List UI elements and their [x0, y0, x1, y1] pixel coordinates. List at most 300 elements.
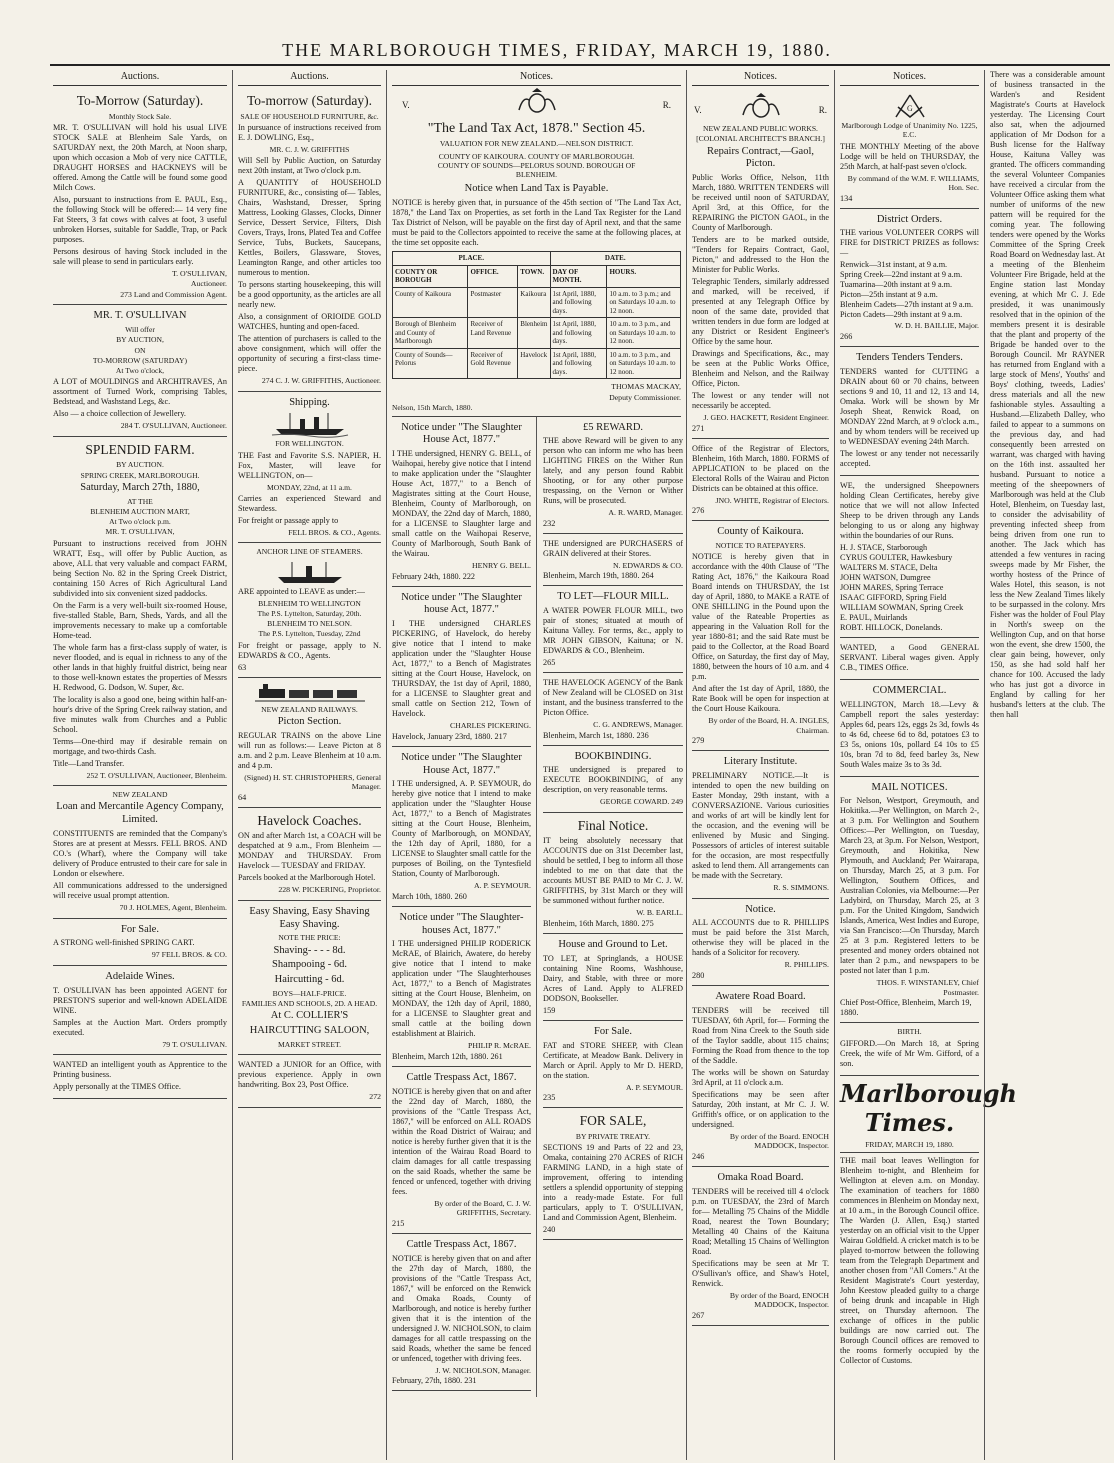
ad-route-detail: The P.S. Lyttelton, Tuesday, 22nd — [258, 629, 361, 639]
ad-route: BLENHEIM TO NELSON. — [267, 619, 352, 629]
notice-flour-mill — [543, 586, 683, 673]
ad-body: Also — a choice collection of Jewellery. — [53, 409, 186, 419]
column-notices-3 — [834, 70, 1017, 1460]
page-columns — [48, 70, 1110, 1460]
vr-letter: R. — [818, 105, 827, 116]
table-cell: Receiver of Gold Revenue — [468, 348, 518, 379]
ad-body: The attention of purchasers is called to the above consignment, which will offer the opportunity of securing a first-class time-piece. — [238, 334, 381, 374]
table-cell: Blenheim — [518, 318, 550, 349]
royal-arms-row — [692, 93, 829, 123]
ad-subtitle: Monthly Stock Sale. — [108, 111, 172, 121]
royal-arms-row — [392, 88, 681, 118]
ad-household-furniture — [238, 88, 381, 391]
list-item: WILLIAM SOWMAN, Spring Creek — [840, 602, 964, 612]
ad-body: TENDERS will be received till TUESDAY, 6th April, for— Forming the Road from Nina Creek to the South side of the Taylor saddle, about 115 chains; Forming the Road from thence to the top of the Saddle. — [692, 1005, 829, 1065]
ad-date: February 24th, 1880. 222 — [392, 571, 476, 581]
ad-signature: R. S. SIMMONS. — [773, 883, 829, 893]
ad-signature: By order of the Board. ENOCH MADDOCK, Inspector. — [729, 1131, 829, 1151]
ad-subtitle: BY PRIVATE TREATY. — [575, 1131, 651, 1141]
ad-body: ON and after March 1st, a COACH will be despatched at 9 a.m., From Blenheim — MONDAY and THURSDAY. From Havelock — TUESDAY and FRIDAY. — [238, 831, 381, 871]
ad-body: WELLINGTON, March 18.—Levy & Campbell report the sales yesterday: Apples 6d, pears 12s, eggs 2s 3d, fowls 4s to 4s 6d, cheese 6d to 8d, potatoes £3 to £3 5s, onions 10s, pollard £4 10s to £5 10s, bran 7d to 8d, feed barley 3s, New South Wales maize 3s to 3s 3d. — [840, 699, 979, 769]
table-header: DATE. — [550, 252, 681, 266]
ad-title: Cattle Trespass Act, 1867. — [406, 1238, 517, 1250]
ad-body: THE various VOLUNTEER CORPS will FIRE for DISTRICT PRIZES as follows:— — [840, 228, 979, 258]
ad-subtitle: HAIRCUTTING SALOON, — [249, 1025, 370, 1037]
ad-subtitle: NEW ZEALAND — [112, 790, 168, 800]
ad-body: For freight or passage, apply to N. EDWARDS & CO., Agents. — [238, 640, 381, 660]
ad-heading: ANCHOR LINE OF STEAMERS. — [256, 547, 363, 557]
ad-heading: Awatere Road Board. — [715, 990, 806, 1002]
notice-servant-wanted — [840, 638, 979, 680]
notice-bookbinding — [543, 746, 683, 813]
ad-heading: NEW ZEALAND RAILWAYS. — [261, 704, 358, 714]
ad-subtitle: [COLONIAL ARCHITECT'S BRANCH.] — [696, 134, 825, 144]
ad-signature: CHARLES PICKERING. — [449, 721, 531, 731]
section-heading: COMMERCIAL. — [872, 684, 947, 696]
ad-number: 246 — [692, 1151, 705, 1161]
notice-cattle-trespass-1 — [392, 1067, 531, 1234]
ad-signature: By order of the Board, H. A. INGLES, Chairman. — [708, 716, 829, 735]
ad-signature: J. W. NICHOLSON, Manager. — [435, 1365, 531, 1375]
ad-subtitle: BY AUCTION, — [116, 335, 164, 345]
ad-signature: 70 J. HOLMES, Agent, Blenheim. — [119, 903, 227, 913]
notice-phillips — [692, 899, 829, 986]
ad-body: CONSTITUENTS are reminded that the Company's Stores are at present at Messrs. FELL BROS. AND CO.'s (Wharf), where the Company will take delivery of Produce entrusted to their care for sale in London or elsewhere. — [53, 829, 227, 879]
ad-date: Blenheim, March 1st, 1880. 236 — [543, 730, 649, 740]
ad-number: 272 — [369, 1092, 381, 1102]
ad-heading: Repairs Contract,—Gaol, Picton. — [706, 145, 814, 170]
ad-title: Final Notice. — [577, 817, 649, 833]
ad-body: T. O'SULLIVAN has been appointed AGENT for PRESTON'S superior and well-known ADELAIDE WINE. — [53, 985, 227, 1015]
ad-body: On the Farm is a very well-built six-roomed House, five-stalled Stable, Barn, Sheds, Yards, and all the improvements necessary to make up a comfortable Home-tead. — [53, 600, 227, 640]
newspaper-banner: Marlborough Times. — [840, 1078, 1017, 1137]
column-header: Notices. — [392, 70, 681, 86]
ad-title: To-Morrow (Saturday). — [76, 93, 204, 109]
ad-body: NOTICE is hereby given that in accordance with the 40th Clause of "The Rating Act, 1876," the Kaikoura Road Board intends on THURSDAY, the 1st day of April, 1880, to MAKE a RATE of ONE SHILLING in the Pound upon the value of the Rateable Properties as appearing in the Valuation Roll for the year 1880-81; and the said Rate must be paid to the Collector, at the Road Board Office, on Saturday, the first day of May, 1880, between the hours of 10 a.m. and 4 p.m. — [692, 552, 829, 682]
ad-title-note: Title—Land Transfer. — [53, 758, 125, 768]
ad-body: THE undersigned is prepared to EXECUTE BOOKBINDING, of any description, on very reasonable terms. — [543, 765, 683, 795]
ad-title: "The Land Tax Act, 1878." Section 45. — [427, 121, 646, 137]
table-cell: 10 a.m. to 3 p.m.; and on Saturdays 10 a.m. to 12 noon. — [607, 287, 681, 318]
news-body: There was a considerable amount of business transacted in the Warden's and Resident Magistrate's Courts at Havelock yesterday. The Licensing Court also sat, when the adjourned application of Mr Dodson for a Bush license for the Halfway House, Kaituna Valley was granted. The officers commanding the several Volunteer Companies have received a circular from the Volunteer Office asking them what number of uniforms of the new pattern will be required for the coming year. The following tenders were opened by the Works Committee of the Spring Creek Road Board on Wednesday last. At a meeting of the Blenheim Volunteer Fire Brigade, held at the Engine station last Monday evening, at which Mr C. J. Ede presided, it was unanimously resolved that in the opinion of the members present it is desirable that the plant and property of the Brigade be handed over to the Borough Council. Mr RAYNER has returned from England with a large stock of Mens', Youths' and Boys' clothing, tweeds, Ladies' dress materials and all the new fashionable styles. Assaulting a Husband.—Elizabeth Dalley, who failed to appear to a summons on the previous day, and had consequently been arrested on warrant, was charged with having on the 16th inst. assaulted her husband. Pursuant to notice a meeting of the sheepowners of Marlborough was held at the Club Hotel, Blenheim, on Tuesday last, to consider the advisability of preventing infected sheep from being driven from one run to another. The Jack which has attended a few ventures in racing sweeps made by Mr Fisher, the worthy hostess of the Prince of Wales Hotel, this season, is not less the New Zealand Times likely to be surpassed in the colony. Mrs Fisher was the holder of Foul Play in North's sweep on the Wellington Cup, and on that horse won the event, she drew 1500, the clear gain being, however, only 150, as she had sold half her chance for 100. Accused the lady who has just got a divorce in England by calling for her husband's letters at the club. The then hall — [990, 70, 1105, 719]
ad-signature: 274 C. J. W. GRIFFITHS, Auctioneer. — [261, 376, 381, 386]
ad-time: At Two o'clock p.m. — [109, 517, 171, 527]
ad-body: Also, pursuant to instructions from E. PAUL, Esq., the following Stock will be offered:— 14 very fine Fat Steers, 3 fat cows with calves at foot, 3 useful unbroken Horses, suitable for Saddle, Trap, or Pack purposes. — [53, 194, 227, 244]
ad-spring-cart — [53, 919, 227, 966]
ad-mouldings — [53, 305, 227, 437]
table-cell: 10 a.m. to 3 p.m., and on Saturdays 10 a.m. to 12 noon. — [607, 348, 681, 379]
locomotive-icon — [255, 683, 365, 703]
column-header: Auctions. — [53, 70, 227, 86]
ad-body: Drawings and Specifications, &c., may be seen at the Public Works Office, Blenheim and Nelson, and the Railway Office, Picton. — [692, 349, 829, 389]
ad-signature: R. PHILLIPS. — [784, 960, 829, 970]
ad-easy-shaving — [238, 901, 381, 1056]
ad-title: Loan and Mercantile Agency Company, Limited. — [56, 801, 224, 826]
ad-subtitle: VALUATION FOR NEW ZEALAND.—NELSON DISTRICT. — [439, 139, 634, 149]
ad-heading: Shipping. — [289, 396, 330, 408]
ad-date: March 10th, 1880. 260 — [392, 891, 467, 901]
ad-signature: By order of the Board, ENOCH MADDOCK, Inspector. — [729, 1290, 829, 1310]
ad-body: WE, the undersigned Sheepowners holding Clean Certificates, hereby give notice that we will not allow Infected Sheep to be driven through any Lands belonging to us or along any highway within the boundaries of our Runs. — [840, 480, 979, 540]
ad-body: To persons starting housekeeping, this will be a good opportunity, as the articles are all nearly new. — [238, 280, 381, 310]
ad-body: SECTIONS 19 and Parts of 22 and 23, Omaka, containing 270 ACRES of RICH FARMING LAND, in a high state of improvement, offering to intending settlers a splendid opportunity of stepping into a ready-made Estate. For full particulars, apply to T. O'SULLIVAN, Land and Commission Agent, Blenheim. — [543, 1142, 683, 1222]
ad-number: 235 — [543, 1093, 556, 1103]
ad-signature: By command of the W.M. F. WILLIAMS, Hon. Sec. — [847, 173, 979, 193]
ad-date: February, 27th, 1880. 231 — [392, 1376, 477, 1386]
ad-title: Notice under "The Slaughter House Act, 1877." — [401, 751, 522, 776]
table-header: PLACE. — [393, 252, 551, 266]
list-item: Spring Creek—22nd instant at 9 a.m. — [840, 270, 963, 280]
ad-body: Carries an experienced Steward and Stewardess. — [238, 493, 381, 513]
ad-body: NOTICE is hereby given that on and after the 22nd day of March, 1880, the provisions of the "Cattle Trespass Act, 1867," will be enforced on ALL ROADS within the Road District of Wairau; and notice is hereby further given that it is the intention of the Wairau Road Board to claim damages for all cattle trespassing on the said Roads, whether the same be fenced or unfenced, together with driving fees. — [392, 1086, 531, 1196]
ad-body: THE above Reward will be given to any person who can inform me who has been LIGHTING FIRES on the Wither Run lately, and any person found Rabbit Shooting, or for any other purpose trespassing, on the Vernon or Wither Runs, will be prosecuted. — [543, 436, 683, 506]
notice-public-works — [692, 88, 829, 439]
ad-signature: HENRY G. BELL. — [471, 561, 531, 571]
ad-body: MR. T. O'SULLIVAN will hold his usual LIVE STOCK SALE at Blenheim Sale Yards, on SATURDAY next, the 20th March, at Noon sharp, upon which occasion a Mob of very nice CATTLE, DRAUGHT HORSES and HACKNEYS will be offered. Among the Cattle will be found some good Milch Cows. — [53, 122, 227, 192]
notice-slaughter-mcrae — [392, 907, 531, 1067]
table-cell: Receiver of Land Revenue — [468, 318, 518, 349]
list-item: ROBT. HILLOCK, Donelands. — [840, 622, 943, 632]
ad-body: WANTED an intelligent youth as Apprentice to the Printing business. — [53, 1060, 227, 1080]
ad-body: A LOT of MOULDINGS and ARCHITRAVES, An assortment of Turned Work, comprising Tables, Bedstead, and Washstand Legs, &c. — [53, 377, 227, 407]
notice-electors — [692, 439, 829, 522]
table-cell: 1st April, 1880, and following days. — [550, 318, 607, 349]
notice-slaughter-seymour — [392, 747, 531, 907]
list-item: CYRUS GOULTER, Hawkesbury — [840, 552, 953, 562]
ad-heading: For Sale. — [121, 923, 159, 935]
ad-title: BOOKBINDING. — [574, 750, 652, 762]
ad-number: 64 — [238, 792, 247, 802]
list-item: H. J. STACE, Starborough — [840, 542, 928, 552]
list-item: JOHN WATSON, Dumgree — [840, 572, 931, 582]
ad-body: Tenders are to be marked outside, "Tenders for Repairs Contract, Gaol, Picton," and addressed to the Hon the Minister for Public Works. — [692, 235, 829, 275]
section-commercial — [840, 680, 979, 777]
ad-body: Parcels booked at the Marlborough Hotel. — [238, 873, 376, 883]
section-heading: MAIL NOTICES. — [871, 781, 948, 793]
ad-heading: Adelaide Wines. — [105, 970, 175, 982]
vr-letter: V. — [694, 105, 702, 116]
land-tax-table — [392, 251, 681, 379]
ad-subtitle: BY AUCTION. — [116, 460, 164, 470]
ad-route-detail: The P.S. Lyttelton, Saturday, 20th. — [257, 608, 362, 618]
ad-body: A QUANTITY of HOUSEHOLD FURNITURE, &c., consisting of— Tables, Chairs, Washstand, Dresser, Spring Mattress, Looking Glasses, Clocks, Dinner Service, Dessert Service, Filters, Dish Covers, Trays, Irons, Plated Tea and Coffee Service, Tubs, Buckets, Saucepans, Kettles, Boilers, Glassware, Stoves, Leamington Range, and other articles too numerous to mention. — [238, 178, 381, 278]
ad-title: Easy Shaving, Easy Shaving Easy Shaving. — [249, 905, 370, 930]
ad-body: Will Sell by Public Auction, on Saturday next 20th instant, at Two o'clock p.m. — [238, 156, 381, 176]
ad-number: 232 — [543, 518, 556, 528]
ad-apprentice-wanted — [53, 1055, 227, 1099]
ad-signature: W. D. H. BAILLIE, Major. — [894, 321, 979, 331]
list-item: Tuamarina—20th instant at 9 a.m. — [840, 280, 953, 290]
ad-body: Telegraphic Tenders, similarly addressed and marked, will be received, if presented at any Telegraph Office by noon of the same date, provided that written tenders in due form are lodged at any District or Resident Engineer's Office by the same hour. — [692, 277, 829, 347]
price-line: Haircutting - 6d. — [274, 974, 345, 986]
ad-body: Specifications may be seen at Mr T. O'Sullivan's office, and Shaw's Hotel, Renwick. — [692, 1258, 829, 1288]
ad-subtitle: FAMILIES AND SCHOOLS, 2D. A HEAD. — [241, 999, 378, 1009]
list-item: Picton—25th instant at 9 a.m. — [840, 290, 938, 300]
ad-railways — [238, 678, 381, 808]
ad-signature: A. P. SEYMOUR. — [626, 1082, 683, 1092]
ad-signature: A. R. WARD, Manager. — [608, 508, 683, 518]
ad-number: 266 — [840, 331, 853, 341]
table-cell: County of Kaikoura — [393, 287, 468, 318]
ad-title: TO LET—FLOUR MILL. — [557, 591, 669, 603]
ad-body: PRELIMINARY NOTICE.—It is intended to open the new building on Easter Monday, 29th instant, with a CONVERSAZIONE. Various curiosities and works of art will be kindly lent for the occasion, and the evening will be enlivened by Music and Singing. Possessors of articles of interest suitable for the occasion, are most respectfully asked to lend them. All arrangements can be made with the Secretary. — [692, 771, 829, 881]
ad-signature: GEORGE COWARD. 249 — [600, 797, 683, 807]
ad-subtitle: MARKET STREET. — [277, 1040, 341, 1050]
notice-district-orders — [840, 209, 979, 347]
list-item: ISAAC GIFFORD, Spring Field — [840, 592, 947, 602]
ad-body: WANTED, a Good GENERAL SERVANT. Liberal wages given. Apply C.B., TIMES Office. — [840, 642, 979, 672]
notice-omaka-road-board — [692, 1167, 829, 1326]
notice-havelock-agency — [543, 673, 683, 746]
ad-body: I THE undersigned CHARLES PICKERING, of Havelock, do hereby give notice that I intend to make application under the "Slaughter House Act, 1877," to a Bench of Magistrates sitting at the Court House, Havelock, on THURSDAY, the 1st day of April, 1880, for a LICENSE to Slaughter great and small cattle on Section 212, Town of Havelock. — [392, 619, 531, 719]
ad-signature: N. EDWARDS & CO. — [613, 560, 683, 570]
notice-drain-tenders — [840, 347, 979, 476]
ad-name: MR. C. J. W. GRIFFITHS — [269, 144, 350, 154]
ad-signature: 228 W. PICKERING, Proprietor. — [278, 885, 381, 895]
ad-heading: County of Kaikoura. — [717, 526, 804, 538]
column-header: Notices. — [692, 70, 829, 86]
ad-number: 280 — [692, 970, 705, 980]
vr-letter: V. — [402, 100, 410, 111]
ad-body: IT being absolutely necessary that ACCOUNTS due on 31st December last, should be settled, I beg to inform all those indebted to me on that date that the accounts MUST BE PAID to Mr C. J. W. GRIFFITHS, by 31st March or they will be summoned without further notice. — [543, 836, 683, 906]
column-news — [984, 70, 1110, 1460]
ad-date: Saturday, March 27th, 1880, — [80, 481, 200, 493]
ad-title: To-morrow (Saturday). — [246, 93, 373, 109]
ad-body: The whole farm has a first-class supply of water, is never flooded, and is equal in richness to any of the other lands in that highly fruitful district, being near to those well-known estates the properties of Messrs H. Redwood, G. Dodson, W. Super, &c. — [53, 642, 227, 692]
ad-place: BLENHEIM AUCTION MART, — [90, 506, 190, 516]
ad-date: TO-MORROW (SATURDAY) — [92, 355, 188, 365]
ad-subtitle: NOTICE TO RATEPAYERS. — [715, 541, 806, 551]
ad-havelock-coaches — [238, 808, 381, 901]
ad-name: MR. T. O'SULLIVAN, — [105, 527, 175, 537]
steamship-icon — [270, 411, 350, 437]
notice-literary-institute — [692, 751, 829, 898]
ad-subtitle: At C. COLLIER'S — [270, 1010, 349, 1022]
ad-title: Notice under "The Slaughter house Act, 1877." — [401, 591, 522, 616]
notice-masonic-lodge — [840, 88, 979, 209]
ad-body: Samples at the Auction Mart. Orders promptly executed. — [53, 1017, 227, 1037]
ad-body: A STRONG well-finished SPRING CART. — [53, 938, 195, 948]
table-cell: County of Sounds—Pelorus — [393, 348, 468, 379]
ad-body: Public Works Office, Nelson, 11th March, 1880. WRITTEN TENDERS will be received until noon of SATURDAY, April 3rd, at this Office, for the REPAIRING the PICTON GAOL, in the County of Marlborough. — [692, 173, 829, 233]
ad-signature: J. GEO. HACKETT, Resident Engineer. — [703, 413, 829, 423]
ad-body: Persons desirous of having Stock included in the sale will please to send in particulars early. — [53, 246, 227, 266]
ad-body: All communications addressed to the undersigned will receive usual prompt attention. — [53, 881, 227, 901]
ad-number: 279 — [692, 736, 705, 746]
ad-body: Pursuant to instructions received from JOHN WRATT, Esq., will offer by Public Auction, as above, ALL that very valuable and compact FARM, being Section No. 82 in the Spring Creek District, containing 150 Acres of Rich Agricultural Land subdivided into six convenient sized paddocks. — [53, 538, 227, 598]
section-mail-notices — [840, 777, 979, 1024]
column-notices-2 — [686, 70, 834, 1460]
ad-number: 276 — [692, 506, 705, 516]
ad-heading: Omaka Road Board. — [717, 1171, 804, 1183]
table-cell: 1st April, 1880, and following days. — [550, 348, 607, 379]
ad-body: NOTICE is hereby given that, in pursuance of the 45th section of "The Land Tax Act, 1878," the Land Tax on Properties, as set forth in the Land Tax Register for the Land Tax District of Nelson, will be payable on the first day of April next, and that the same must be paid to the Collectors appointed to receive the same at the following places, at the time set opposite each. — [392, 198, 681, 248]
ad-body: GIFFORD.—On March 18, at Spring Creek, the wife of Mr Wm. Gifford, of a son. — [840, 1038, 979, 1068]
ad-date: Blenheim, 16th March, 1880. 275 — [543, 918, 654, 928]
banner-date: FRIDAY, MARCH 19, 1880. — [840, 1140, 979, 1153]
ad-anchor-line — [238, 543, 381, 677]
ad-title: House and Ground to Let. — [558, 938, 668, 950]
table-cell: Postmaster — [468, 287, 518, 318]
table-cell: Borough of Blenheim and County of Marlborough — [393, 318, 468, 349]
svg-text:G: G — [906, 104, 913, 114]
table-header: DAY OF MONTH. — [550, 265, 607, 287]
ad-body: In pursuance of instructions received from E. J. DOWLING, Esq., — [238, 122, 381, 142]
ad-body: And after the 1st day of April, 1880, the Rate Book will be open for inspection at the Court House Kaikoura. — [692, 684, 829, 714]
notice-house-to-let — [543, 934, 683, 1021]
notice-final — [543, 813, 683, 934]
ad-body: Also, a consignment of ORIOIDE GOLD WATCHES, hunting and open-faced. — [238, 312, 381, 332]
ad-number: 134 — [840, 193, 853, 203]
ad-signature: W. B. EARLL. — [636, 908, 683, 918]
ad-title: NEW ZEALAND PUBLIC WORKS. — [703, 124, 818, 134]
masthead — [0, 0, 1114, 68]
ad-body: Office of the Registrar of Electors, Blenheim, 16th March, 1880. FORMS of APPLICATION to be placed on the Electoral Rolls of the Wairau and Picton Districts can be obtained at this office. — [692, 443, 829, 493]
ad-subtitle: FOR WELLINGTON. — [275, 439, 344, 449]
ad-body: The lowest or any tender will not necessarily be accepted. — [692, 391, 829, 411]
ad-signature: JNO. WHITE, Registrar of Electors. — [715, 495, 829, 505]
ad-footer: 273 Land and Commission Agent. — [120, 289, 227, 299]
news-body: THE mail boat leaves Wellington for Blenheim to-night, and Blenheim for Wellington at eleven a.m. on Monday. The examination of teachers for 1880 commences in Blenheim on Monday next, at 10 a.m., in the Borough Council office. The Warden (J. Allen, Esq.) started yesterday on an official visit to the Upper Wairau Goldfield. A cricket match is to be played to-morrow between the following team from the Telegraph Department and another chosen from "All Comers." At the Resident Magistrate's Court yesterday, John Keestow pleaded guilty to a charge of being drunk and incapable in High street, on Thursday afternoon. The exchange of offices in the public buildings are now carried out. The Borough Council offices are removed to the rooms formerly occupied by the Collector of Customs. — [840, 1156, 979, 1366]
notice-grain — [543, 534, 683, 587]
ad-heading: For Sale. — [594, 1025, 632, 1037]
ad-signature: A. P. SEYMOUR. — [474, 881, 531, 891]
ad-body: THE undersigned are PURCHASERS of GRAIN delivered at their Stores. — [543, 538, 683, 558]
ad-body: For Nelson, Westport, Greymouth, and Hokitika.—Per Wellington, on March 2-, at 3 p.m. For Wellington and Southern Offices:—Per Wellington, on Tuesday, March 23, at 3p.m. For Nelson, Westport, Greymouth, and Hokitika, New Plymouth, and Auckland; Per Wairarapa, on Thursday, March 25, at 3 p.m. For Wellington, Southern Offices, and Australian Colonies, via Melbourne:—Per Ladybird, on Thursday, March 25, at 3 p.m. For the United Kingdom, Sandwich Islands, America, West Indies and Europe, via San Francisco:—On Thursday, March 25 at 3 p.m. Registered letters to be presented and money orders obtained not later than 2 p.m., and newspapers to be posted not later than 1 p.m. — [840, 796, 979, 976]
ad-signature: (Signed) H. ST. CHRISTOPHERS, General Manager. — [244, 772, 381, 792]
ad-terms: Terms—One-third may if desirable remain on mortgage, and two-thirds Cash. — [53, 736, 227, 756]
ad-heading: Tenders Tenders Tenders. — [856, 351, 963, 363]
ad-body: REGULAR TRAINS on the above Line will run as follows:— Leave Picton at 8 a.m. and 2 p.m. Leave Blenheim at 10 a.m. and 4 p.m. — [238, 730, 381, 770]
column-auctions-1 — [48, 70, 232, 1460]
notice-sheep-for-sale — [543, 1021, 683, 1108]
ad-number: 271 — [692, 423, 705, 433]
list-item: Picton Cadets—29th instant at 9 a.m. — [840, 310, 963, 320]
masonic-emblem-icon — [888, 93, 932, 119]
ad-body: TENDERS will be received till 4 o'clock p.m. on TUESDAY, the 23rd of March for— Metalling 75 Chains of the Middle Road, nearest the Town Boundary; Metalling 40 Chains of the Kaituna Road; Metalling 15 Chains of Wellington Road. — [692, 1186, 829, 1256]
ad-splendid-farm — [53, 437, 227, 786]
ad-date: Havelock, January 23rd, 1880. 217 — [392, 731, 507, 741]
ad-title: SPLENDID FARM. — [85, 441, 195, 457]
ad-body: TENDERS wanted for CUTTING a DRAIN about 60 or 70 chains, between sections 9 and 10, 11 and 12, 13 and 14, Omaka. Work will be shown by Mr Joseph Sheat, Renwick Road, on MONDAY 22nd March, at 9 o'clock a.m., and by whom tenders will be received up to WEDNESDAY evening 24th March. — [840, 366, 979, 446]
ad-signature: 284 T. O'SULLIVAN, Auctioneer. — [120, 421, 227, 431]
ad-number: 267 — [692, 1310, 705, 1320]
ad-signature: PHILIP R. McRAE. — [468, 1041, 531, 1051]
royal-arms-icon — [739, 93, 783, 119]
ad-date: MONDAY, 22nd, at 11 a.m. — [267, 482, 352, 492]
table-cell: 10 a.m. to 3 p.m., and on Saturdays 10 a.m. to 12 noon. — [607, 318, 681, 349]
ad-body: THE HAVELOCK AGENCY of the Bank of New Zealand will be CLOSED on 31st instant, and the business transferred to the Picton Office. — [543, 678, 683, 718]
ad-heading: District Orders. — [876, 213, 943, 225]
page-title: THE MARLBOROUGH TIMES, FRIDAY, MARCH 19, 1880. — [282, 40, 832, 60]
ad-body: THE MONTHLY Meeting of the above Lodge will be held on THURSDAY, the 25th March, at half-past seven o'clock. — [840, 141, 979, 171]
ad-body: A WATER POWER FLOUR MILL, two pair of stones; situated at mouth of Kaituna Valley. For terms, &c., apply to MR JOHN GIBSON, Kaituna; or N. EDWARDS & CO., Blenheim. — [543, 606, 683, 656]
ad-body: I THE undersigned, HENRY G. BELL, of Waihopai, hereby give notice that I intend to make application under the "Slaughter House Act, 1877," to a Bench of Magistrates sitting at the Court House, Blenheim, County of Marlborough, on MONDAY, the 22nd day of March, 1880, for a LICENSE to Slaughter large and small cattle on the Waihopai Reserve, County of Marlborough, South Bank of the Wairau. — [392, 449, 531, 559]
notice-sheepowners — [840, 476, 979, 638]
ad-subtitle: Will offer — [125, 325, 155, 335]
notice-slaughter-pickering — [392, 587, 531, 747]
ad-body: WANTED a JUNIOR for an Office, with previous experience. Apply in own handwriting. Box 23, Post Office. — [238, 1060, 381, 1090]
ad-signature: By order of the Board, C. J. W. GRIFFITHS, Secretary. — [434, 1198, 531, 1218]
table-header-row — [393, 265, 681, 287]
column-auctions-2 — [232, 70, 386, 1460]
ad-signature: 79 T. O'SULLIVAN. — [162, 1039, 227, 1049]
ad-number: 240 — [543, 1224, 556, 1234]
price-line: Shampooing - 6d. — [272, 959, 347, 971]
list-item: JOHN MARES, Spring Terrace — [840, 582, 944, 592]
notices-split — [392, 417, 681, 1397]
ad-body: The locality is also a good one, being within half-an-hour's drive of the Spring Creek railway station, and five minutes walk from Churches and a Public School. — [53, 694, 227, 734]
ad-name: MR. T. O'SULLIVAN — [93, 310, 187, 322]
ad-subtitle: NOTE THE PRICE: — [278, 933, 341, 943]
ad-title: £5 REWARD. — [582, 421, 644, 433]
ad-body: FAT and STORE SHEEP, with Clean Certificate, at Meadow Bank. Delivery in March or April. Apply to Mr D. HERD, on the station. — [543, 1040, 683, 1080]
ad-signature: Auctioneer. — [190, 279, 227, 289]
ad-date: Chief Post-Office, Blenheim, March 19, 1880. — [840, 998, 972, 1018]
ad-signature: C. G. ANDREWS, Manager. — [593, 720, 683, 730]
ad-title: Notice under "The Slaughter-houses Act, 1877." — [399, 911, 524, 936]
ad-loan-agency — [53, 786, 227, 918]
list-item: WALTERS M. STACE, Delta — [840, 562, 938, 572]
ad-title: Cattle Trespass Act, 1867. — [406, 1071, 517, 1083]
table-cell: Kaikoura — [518, 287, 550, 318]
ad-date: Blenheim, March 12th, 1880. 261 — [392, 1051, 503, 1061]
ad-number: 265 — [543, 658, 556, 668]
ad-number: 215 — [392, 1218, 405, 1228]
table-header-row — [393, 252, 681, 266]
ad-date: Nelson, 15th March, 1880. — [392, 403, 681, 416]
vr-letter: R. — [662, 100, 671, 111]
ad-shipping — [238, 392, 381, 544]
table-cell: Havelock — [518, 348, 550, 379]
ad-signature: Deputy Commissioner. — [609, 392, 681, 402]
masthead-rule — [50, 64, 1110, 66]
ad-subtitle: AT THE — [127, 496, 153, 506]
price-line: Shaving- - - - 8d. — [273, 944, 346, 956]
ad-body: Apply personally at the TIMES Office. — [53, 1082, 181, 1092]
column-notices-1 — [386, 70, 686, 1460]
ad-signature: 252 T. O'SULLIVAN, Auctioneer, Blenheim. — [86, 770, 227, 780]
list-item: Blenheim Cadets—27th instant at 9 a.m. — [840, 300, 974, 310]
notices-right — [538, 417, 688, 1397]
table-header: COUNTY OR BOROUGH — [393, 265, 468, 287]
column-header: Auctions. — [238, 70, 381, 86]
steamship-icon — [270, 559, 350, 585]
table-cell: 1st April, 1880, and following days. — [550, 287, 607, 318]
ad-body: I THE undersigned PHILIP RODERICK McRAE, of Blairich, Awatere, do hereby give notice that I intend to make application under "The Slaughterhouses Act, 1877," to a Bench of Magistrates sitting at the Court House, Blenheim, on MONDAY, the 12th day of April, 1880, for a LICENSE to Slaughter great and small cattle at the boiling down establishment at Blairich. — [392, 939, 531, 1039]
notice-reward — [543, 417, 683, 534]
column-header: Notices. — [840, 70, 979, 86]
ad-body: Specifications may be seen after Saturday, 20th instant, at Mr C. J. W. Griffith's office, or on application to the undersigned. — [692, 1089, 829, 1129]
ad-junior-wanted — [238, 1055, 381, 1108]
table-header: HOURS. — [607, 265, 681, 287]
counties: COUNTY OF KAIKOURA. COUNTY OF MARLBOROUGH. COUNTY OF SOUNDS—PELORUS SOUND. BOROUGH OF BLENHEIM. — [437, 151, 636, 180]
ad-heading: Notice. — [745, 903, 776, 915]
ad-body: NOTICE is hereby given that on and after the 27th day of March, 1880, the provisions of the "Cattle Trespass Act, 1867," will be enforced on the Renwick and Omaka Roads, County of Marlborough, and notice is hereby further given that it is the intention of the undersigned J. W. NICHOLSON, to claim damages for all cattle trespassing on the said Roads, whether the same be fenced or unfenced, together with driving fees. — [392, 1253, 531, 1363]
ad-adelaide-wines — [53, 966, 227, 1055]
table-header: OFFICE. — [468, 265, 518, 287]
ad-heading: Literary Institute. — [723, 756, 798, 768]
ad-date: Blenheim, March 19th, 1880. 264 — [543, 571, 654, 581]
ad-number: 63 — [238, 662, 247, 672]
ad-signature: THOMAS MACKAY, — [611, 382, 681, 392]
ad-subtitle: BOYS—HALF-PRICE. — [272, 988, 347, 998]
section-birth — [840, 1023, 979, 1075]
table-row — [393, 287, 681, 318]
ad-monthly-stock-sale — [53, 88, 227, 305]
ad-body: The lowest or any tender not necessarily accepted. — [840, 448, 979, 468]
table-row — [393, 348, 681, 379]
